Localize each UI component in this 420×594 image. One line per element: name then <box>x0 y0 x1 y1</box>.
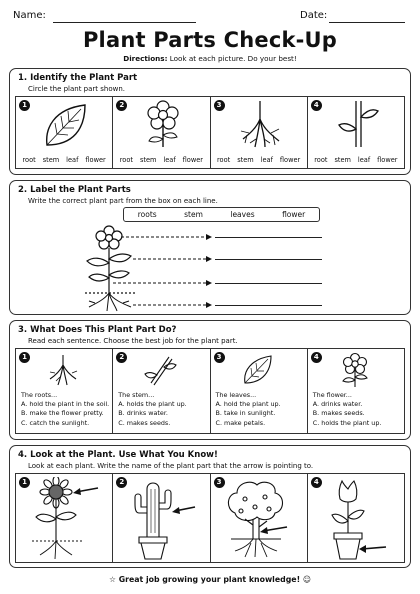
section-4-title: 4. Look at the Plant. Use What You Know! <box>18 450 218 460</box>
flower-icon <box>338 352 372 388</box>
section-4-instructions: Look at each plant. Write the name of the plant part that the arrow is pointing to. <box>28 462 314 470</box>
section-1-cards <box>15 96 405 169</box>
s1-card-1 <box>15 96 113 169</box>
label-answer-line-2[interactable] <box>215 259 322 260</box>
word-bank <box>123 207 320 222</box>
cactus-icon <box>123 477 203 561</box>
section-jobs <box>9 320 411 440</box>
sunflower-icon <box>26 477 106 561</box>
tree-icon <box>221 477 301 561</box>
option-leaf[interactable]: leaf <box>163 156 176 164</box>
section-look <box>9 445 411 568</box>
word-flower: flower <box>282 210 306 219</box>
s3-card-3 <box>211 348 308 434</box>
choice-a[interactable]: A. hold the plant in the soil. <box>21 400 110 409</box>
s3-card-1-text <box>21 391 109 428</box>
choice-b[interactable]: B. make the flower pretty. <box>21 409 104 418</box>
stem-icon <box>336 99 380 149</box>
s3-card-2 <box>113 348 210 434</box>
section-2-instructions: Write the correct plant part from the box on each line. <box>28 197 218 205</box>
option-stem[interactable]: stem <box>237 156 254 164</box>
s1-card-1-options <box>16 156 112 164</box>
option-root[interactable]: root <box>216 156 231 164</box>
option-leaf[interactable]: leaf <box>357 156 371 164</box>
s1-card-2 <box>113 96 210 169</box>
option-flower[interactable]: flower <box>377 156 398 164</box>
s4-card-3 <box>211 473 308 563</box>
s3-card-4 <box>308 348 405 434</box>
tulip-icon <box>318 477 398 561</box>
s1-card-3-options <box>211 156 307 164</box>
date-label: Date: <box>300 10 328 21</box>
s3-card-3-text <box>216 391 304 428</box>
s3-card-2-text <box>118 391 206 428</box>
choice-b[interactable]: B. makes seeds. <box>312 409 365 418</box>
choice-c[interactable]: C. holds the plant up. <box>312 418 382 427</box>
stem-icon <box>143 353 177 387</box>
label-answer-line-3[interactable] <box>215 283 322 284</box>
leaf-icon <box>41 101 91 149</box>
directions-label: Directions: <box>123 54 168 63</box>
option-root[interactable]: root <box>119 156 133 164</box>
option-root[interactable]: root <box>22 156 36 164</box>
question: The flower... <box>312 391 352 399</box>
label-answer-line-4[interactable] <box>215 305 322 306</box>
s3-card-1-number: 1 <box>19 352 30 363</box>
section-1-title: 1. Identify the Plant Part <box>18 73 138 83</box>
section-3-instructions: Read each sentence. Choose the best job for the plant part. <box>28 337 238 345</box>
label-answer-line-1[interactable] <box>215 237 322 238</box>
word-roots: roots <box>137 210 157 219</box>
option-stem[interactable]: stem <box>139 156 157 164</box>
s3-card-3-number: 3 <box>214 352 225 363</box>
s1-card-4-options <box>308 156 404 164</box>
s1-card-2-options <box>113 156 209 164</box>
word-stem: stem <box>184 210 203 219</box>
choice-a[interactable]: A. drinks water. <box>312 400 363 409</box>
roots-icon <box>46 353 80 387</box>
question: The leaves... <box>215 391 257 399</box>
option-stem[interactable]: stem <box>42 156 60 164</box>
roots-icon <box>235 99 285 149</box>
section-3-title: 3. What Does This Plant Part Do? <box>18 325 177 335</box>
choice-c[interactable]: C. makes seeds. <box>118 418 171 427</box>
name-line[interactable] <box>53 22 196 23</box>
s4-card-3-number: 3 <box>214 477 225 488</box>
s3-card-4-number: 4 <box>311 352 322 363</box>
section-2-title: 2. Label the Plant Parts <box>18 185 131 195</box>
s4-card-2 <box>113 473 210 563</box>
choice-c[interactable]: C. catch the sunlight. <box>21 418 90 427</box>
section-1-instructions: Circle the plant part shown. <box>28 85 126 93</box>
option-stem[interactable]: stem <box>334 156 351 164</box>
choice-b[interactable]: B. take in sunlight. <box>215 409 276 418</box>
s1-card-2-number: 2 <box>116 100 127 111</box>
choice-a[interactable]: A. holds the plant up. <box>118 400 187 409</box>
section-label <box>9 180 411 315</box>
directions-text: Look at each picture. Do your best! <box>169 54 297 63</box>
s1-card-4-number: 4 <box>311 100 322 111</box>
word-leaves: leaves <box>230 210 255 219</box>
option-leaf[interactable]: leaf <box>66 156 79 164</box>
choice-b[interactable]: B. drinks water. <box>118 409 168 418</box>
choice-a[interactable]: A. hold the plant up. <box>215 400 281 409</box>
section-3-cards <box>15 348 405 434</box>
question: The roots... <box>21 391 58 399</box>
option-flower[interactable]: flower <box>182 156 204 164</box>
s4-card-4-number: 4 <box>311 477 322 488</box>
question: The stem... <box>118 391 155 399</box>
date-line[interactable] <box>329 22 405 23</box>
directions <box>0 54 420 63</box>
s1-card-4 <box>308 96 405 169</box>
option-leaf[interactable]: leaf <box>260 156 273 164</box>
option-flower[interactable]: flower <box>279 156 301 164</box>
s4-card-4 <box>308 473 405 563</box>
option-root[interactable]: root <box>314 156 328 164</box>
s4-card-1 <box>15 473 113 563</box>
choice-c[interactable]: C. make petals. <box>215 418 266 427</box>
header-row <box>13 10 407 26</box>
name-label: Name: <box>13 10 46 21</box>
section-identify <box>9 68 411 175</box>
s1-card-3 <box>211 96 308 169</box>
leaf-icon <box>241 353 275 387</box>
footer-message: ☆ Great job growing your plant knowledge! ☺ <box>109 575 311 584</box>
s4-card-1-number: 1 <box>19 477 30 488</box>
s1-card-1-number: 1 <box>19 100 30 111</box>
section-4-cards <box>15 473 405 563</box>
s1-card-3-number: 3 <box>214 100 225 111</box>
s3-card-4-text <box>313 391 401 428</box>
option-flower[interactable]: flower <box>85 156 106 164</box>
s4-card-2-number: 2 <box>116 477 127 488</box>
flower-icon <box>141 99 185 149</box>
s3-card-2-number: 2 <box>116 352 127 363</box>
s3-card-1 <box>15 348 113 434</box>
page-title: Plant Parts Check-Up <box>82 28 338 52</box>
